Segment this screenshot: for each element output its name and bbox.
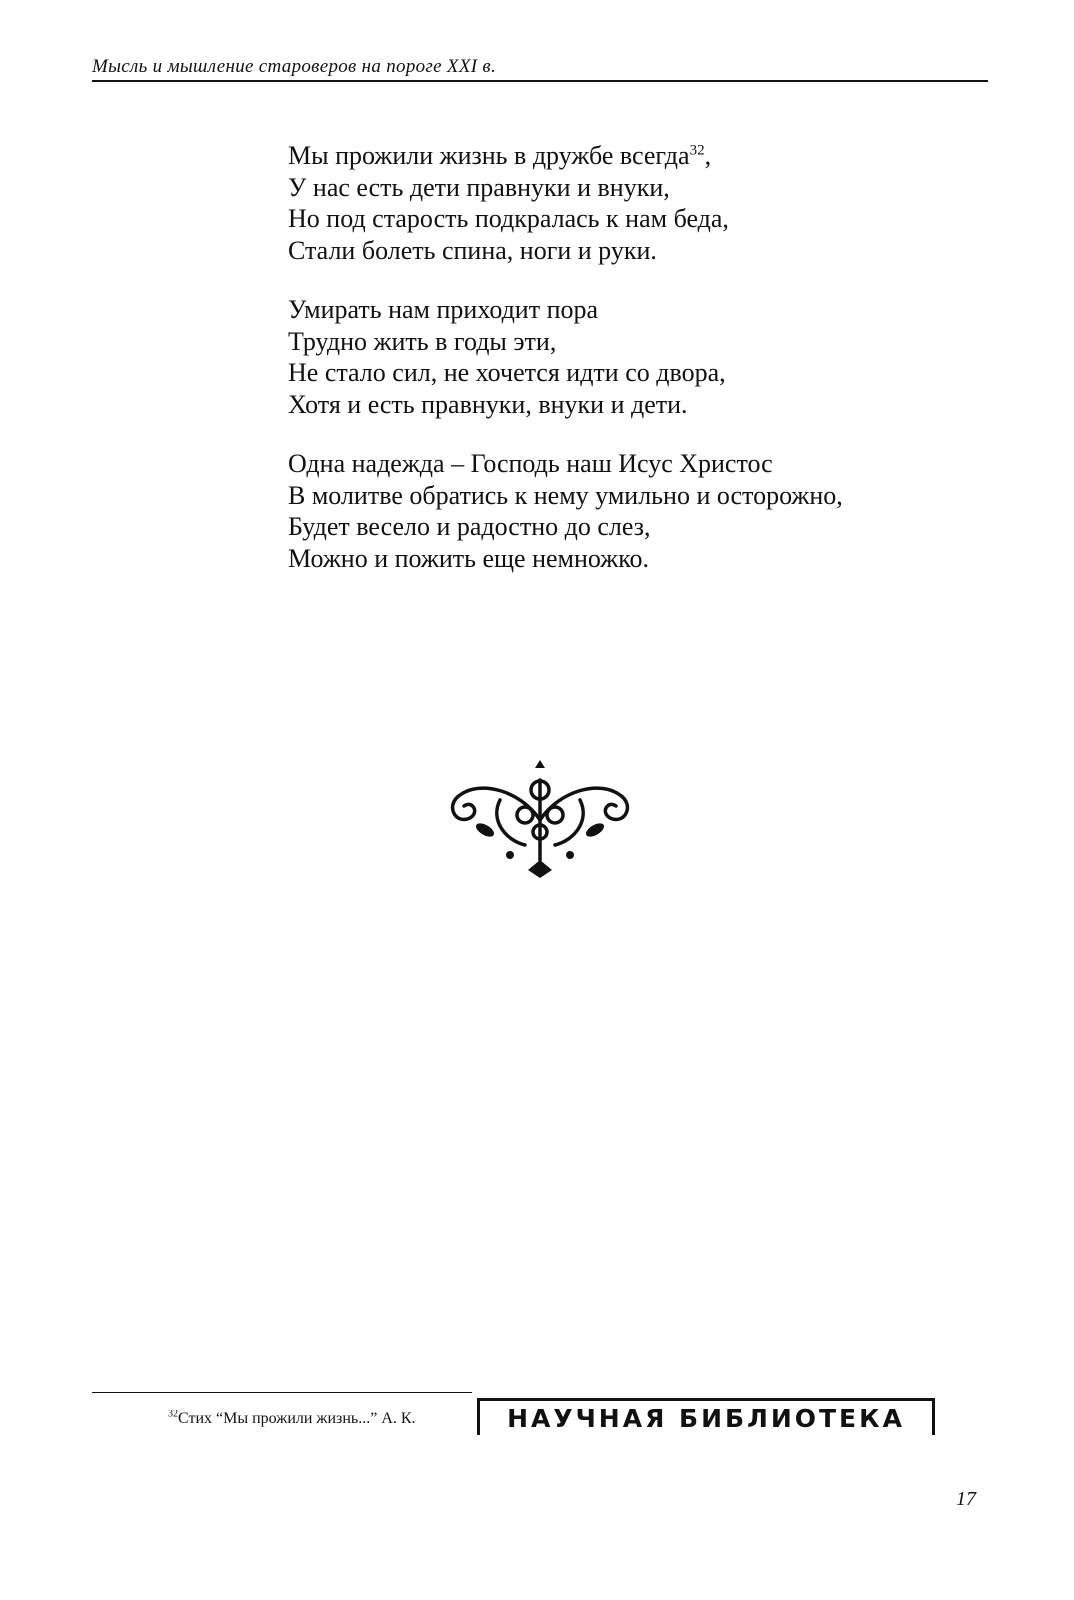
stanza-3: [288, 448, 988, 574]
running-header: [92, 56, 988, 82]
poem-line: Трудно жить в годы эти,: [288, 326, 557, 356]
running-header-title: Мысль и мышление староверов на пороге XXI в.: [92, 56, 497, 77]
poem-line: Стали болеть спина, ноги и руки.: [288, 235, 657, 265]
footnote-ref: 32: [689, 142, 705, 159]
poem-line: У нас есть дети правнуки и внуки,: [288, 172, 670, 202]
library-stamp-text: НАУЧНАЯ БИБЛИОТЕКА: [507, 1403, 905, 1433]
poem-line: Мы прожили жизнь в дружбе всегда$^{32}$,: [288, 141, 712, 170]
poem-line: Хотя и есть правнуки, внуки и дети.: [288, 389, 688, 419]
poem-line: Умирать нам приходит пора: [288, 295, 599, 324]
library-stamp: [477, 1398, 935, 1435]
poem-line: Будет весело и радостно до слез,: [288, 512, 651, 541]
page-number: 17: [956, 1488, 976, 1510]
poem-line: Можно и пожить еще немножко.: [288, 543, 650, 573]
poem: [288, 140, 988, 602]
stanza-2: [288, 294, 988, 420]
footnote: [168, 1410, 508, 1428]
footnote-text: Стих “Мы прожили жизнь...” А. К.: [178, 1410, 416, 1427]
poem-line: Но под старость подкралась к нам беда,: [288, 204, 729, 233]
poem-line: В молитве обратись к нему умильно и осторожно,: [288, 480, 843, 510]
stanza-1: [288, 140, 988, 266]
floral-ornament-icon: [440, 760, 640, 880]
poem-line: Не стало сил, не хочется идти со двора,: [288, 358, 726, 387]
poem-line: Одна надежда – Господь наш Исус Христос: [288, 449, 773, 478]
footnote-divider: [92, 1392, 472, 1393]
footnote-marker: 32: [168, 1410, 178, 1420]
